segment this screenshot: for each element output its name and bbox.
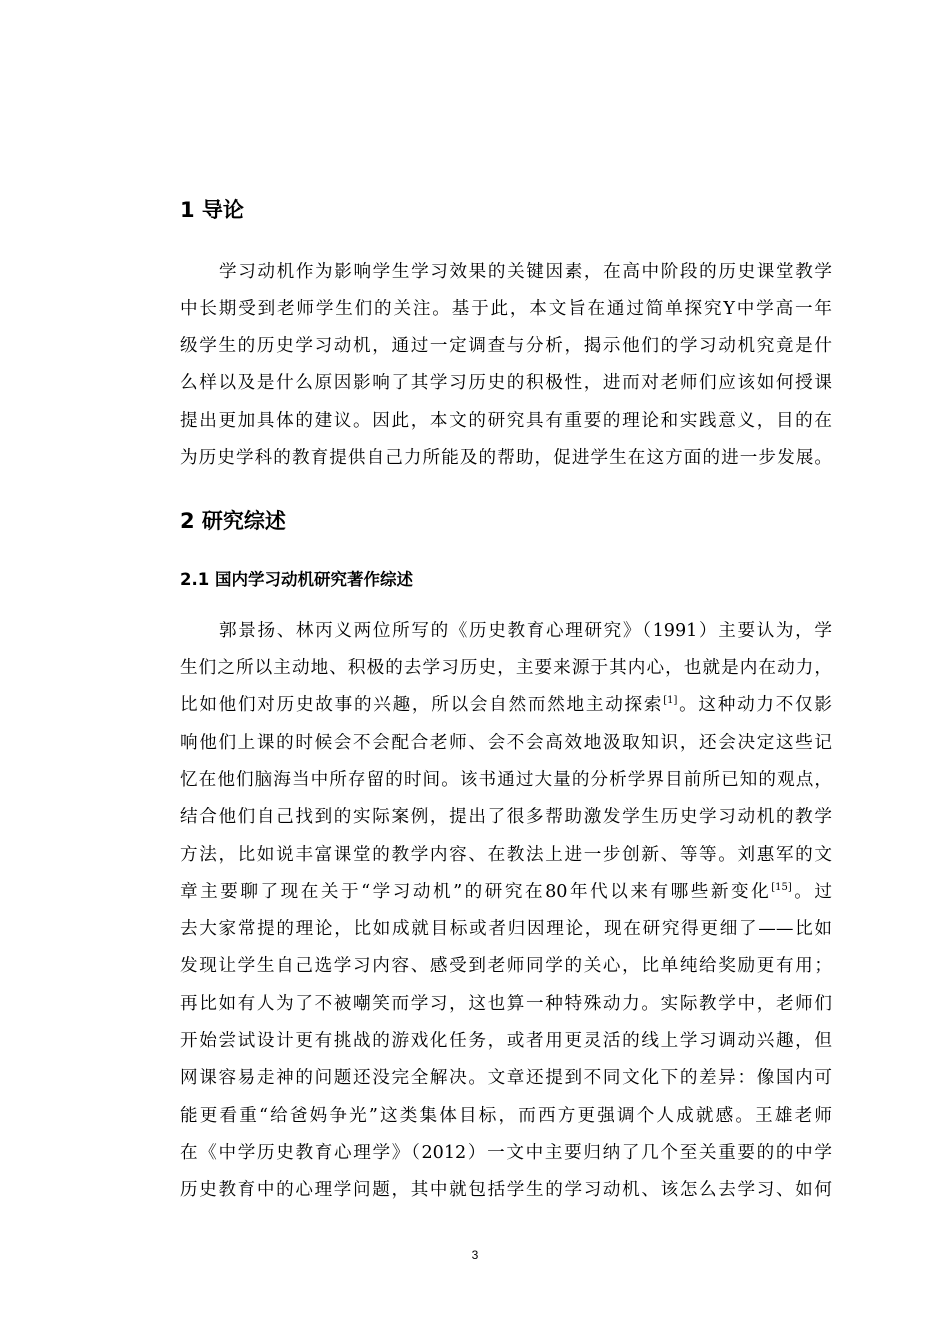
section-2-1-line: 网课容易走神的问题还没完全解决。文章还提到不同文化下的差异：像国内可	[180, 1068, 832, 1088]
citation-marker: [1]	[663, 695, 678, 706]
section-2-heading: 2 研究综述	[180, 509, 286, 533]
section-2-1-line: 在《中学历史教育心理学》（2012）一文中主要归纳了几个至关重要的的中学	[180, 1143, 832, 1163]
section-2-1-line: 去大家常提的理论，比如成就目标或者归因理论，现在研究得更细了——比如	[180, 919, 832, 939]
page-number: 3	[471, 1248, 479, 1262]
section-1-line: 中长期受到老师学生们的关注。基于此，本文旨在通过简单探究Y中学高一年	[180, 299, 832, 319]
section-2-1-line: 忆在他们脑海当中所存留的时间。该书通过大量的分析学界目前所已知的观点，	[180, 770, 832, 790]
section-2-1-line: 发现让学生自己选学习内容、感受到老师同学的关心，比单纯给奖励更有用；	[180, 956, 832, 976]
section-1-heading: 1 导论	[180, 198, 244, 222]
section-2-1-line: 生们之所以主动地、积极的去学习历史，主要来源于其内心，也就是内在动力，	[180, 658, 832, 678]
section-2-1-heading: 2.1 国内学习动机研究著作综述	[180, 570, 413, 589]
section-2-1-line: 历史教育中的心理学问题，其中就包括学生的学习动机、该怎么去学习、如何	[180, 1180, 832, 1200]
section-1-line: 么样以及是什么原因影响了其学习历史的积极性，进而对老师们应该如何授课	[180, 373, 832, 393]
section-2-1-line: 再比如有人为了不被嘲笑而学习，这也算一种特殊动力。实际教学中，老师们	[180, 994, 832, 1014]
section-2-1-line	[180, 693, 832, 717]
section-2-1-line: 郭景扬、林丙义两位所写的《历史教育心理研究》（1991）主要认为，学	[219, 621, 832, 641]
section-2-1-line: 结合他们自己找到的实际案例，提出了很多帮助激发学生历史学习动机的教学	[180, 807, 832, 827]
section-1-line: 学习动机作为影响学生学习效果的关键因素，在高中阶段的历史课堂教学	[219, 262, 832, 282]
section-2-1-line: 开始尝试设计更有挑战的游戏化任务，或者用更灵活的线上学习调动兴趣，但	[180, 1031, 832, 1051]
text-run: 。过	[791, 882, 832, 902]
text-run: 章主要聊了现在关于“学习动机”的研究在80年代以来有哪些新变化	[180, 882, 772, 902]
citation-marker: [15]	[771, 882, 792, 893]
section-2-1-line: 能更看重“给爸妈争光”这类集体目标，而西方更强调个人成就感。王雄老师	[180, 1106, 832, 1126]
section-1-line: 为历史学科的教育提供自己力所能及的帮助，促进学生在这方面的进一步发展。	[180, 448, 832, 468]
text-run: 比如他们对历史故事的兴趣，所以会自然而然地主动探索	[180, 695, 664, 715]
section-2-1-line: 响他们上课的时候会不会配合老师、会不会高效地汲取知识，还会决定这些记	[180, 733, 832, 753]
section-2-1-line: 方法，比如说丰富课堂的教学内容、在教法上进一步创新、等等。刘惠军的文	[180, 845, 832, 865]
section-2-1-line	[180, 880, 832, 904]
text-run: 。这种动力不仅影	[677, 695, 832, 715]
section-1-line: 级学生的历史学习动机，通过一定调查与分析，揭示他们的学习动机究竟是什	[180, 336, 832, 356]
section-1-line: 提出更加具体的建议。因此，本文的研究具有重要的理论和实践意义，目的在	[180, 411, 832, 431]
